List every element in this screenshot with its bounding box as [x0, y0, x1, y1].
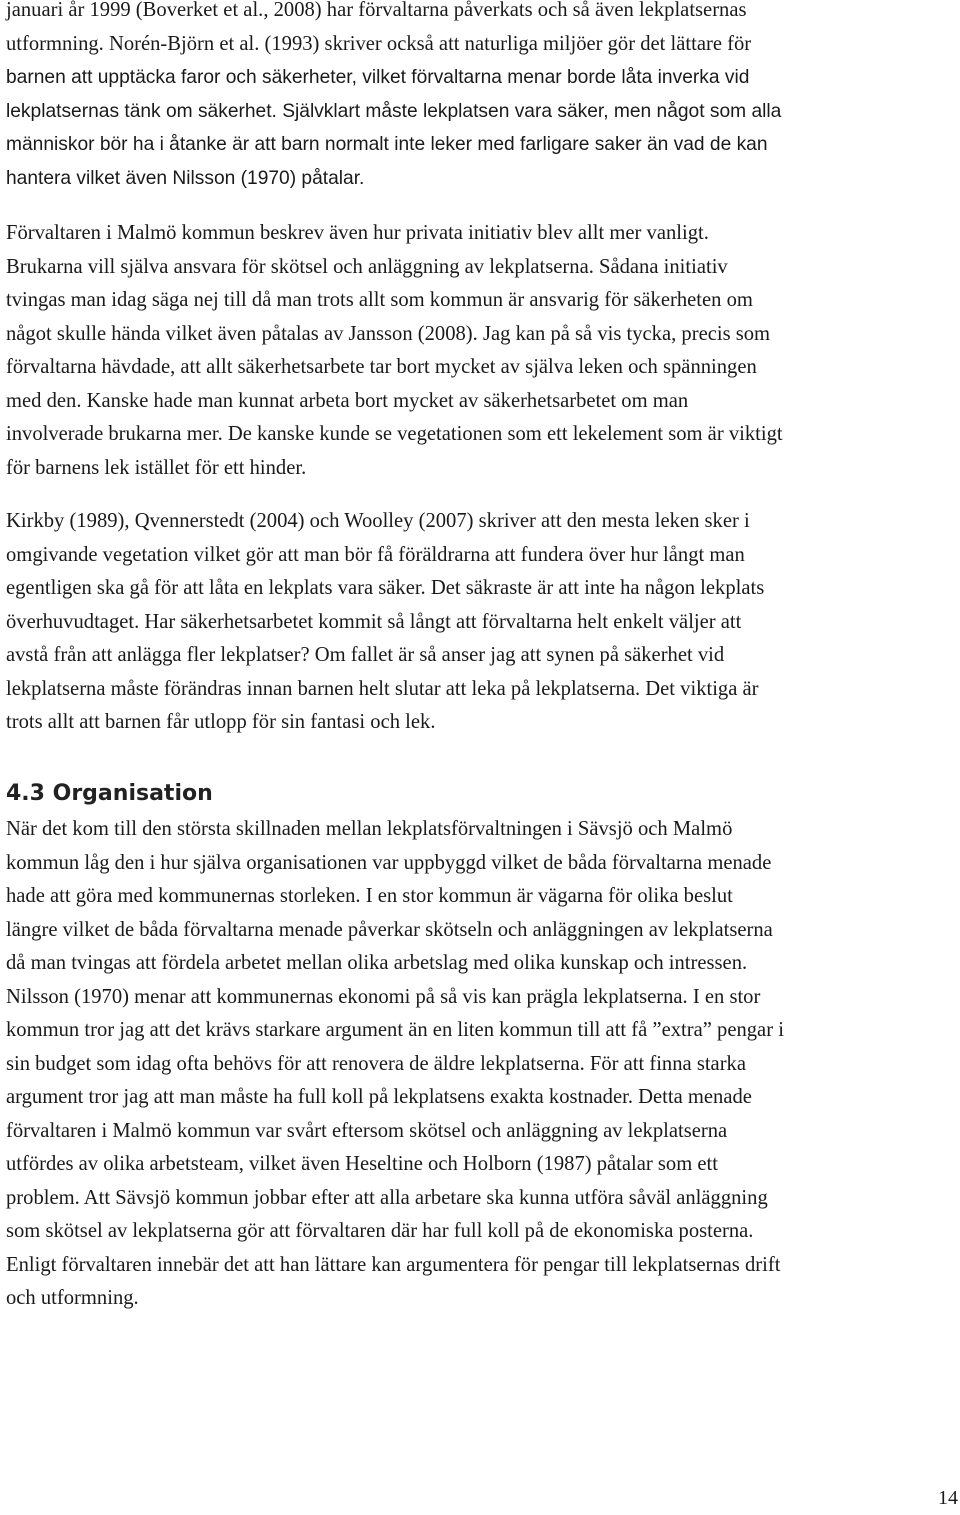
- paragraph-line: utfördes av olika arbetsteam, vilket även Heseltine och Holborn (1987) påtalar som ett: [6, 1153, 718, 1175]
- paragraph-line: då man tvingas att fördela arbetet mellan olika arbetslag med olika kunskap och intressen.: [6, 952, 748, 974]
- paragraph-line: trots allt att barnen får utlopp för sin fantasi och lek.: [6, 711, 436, 733]
- paragraph-2: [6, 217, 960, 485]
- paragraph-line: involverade brukarna mer. De kanske kunde se vegetationen som ett lekelement som är viktigt: [6, 423, 783, 445]
- paragraph-line: När det kom till den största skillnaden mellan lekplatsförvaltningen i Sävsjö och Malmö: [6, 818, 733, 840]
- paragraph-line: hade att göra med kommunernas storleken. I en stor kommun är vägarna för olika beslut: [6, 885, 733, 907]
- section-heading: 4.3 Organisation: [6, 781, 213, 806]
- paragraph-line: argument tror jag att man måste ha full koll på lekplatsens exakta kostnader. Detta menade: [6, 1086, 752, 1108]
- paragraph-line: egentligen ska gå för att låta en lekplats vara säker. Det säkraste är att inte ha någon lekplats: [6, 577, 765, 599]
- paragraph-line: med den. Kanske hade man kunnat arbeta bort mycket av säkerhetsarbetet om man: [6, 389, 689, 412]
- paragraph-line: lekplatsernas tänk om säkerhet. Självklart måste lekplatsen vara säker, men något som alla: [6, 100, 782, 122]
- paragraph-line: för barnens lek istället för ett hinder.: [6, 456, 307, 479]
- paragraph-line: Förvaltaren i Malmö kommun beskrev även hur privata initiativ blev allt mer vanligt.: [6, 222, 709, 244]
- paragraph-line: och utformning.: [6, 1287, 139, 1309]
- paragraph-line: sin budget som idag ofta behövs för att renovera de äldre lekplatserna. För att finna starka: [6, 1052, 746, 1075]
- paragraph-line: människor bör ha i åtanke är att barn normalt inte leker med farligare saker än vad de kan: [6, 134, 768, 155]
- paragraph-line: Nilsson (1970) menar att kommunernas ekonomi på så vis kan prägla lekplatserna. I en stor: [6, 985, 761, 1008]
- paragraph-line: förvaltarna hävdade, att allt säkerhetsarbete tar bort mycket av själva leken och spänningen: [6, 356, 757, 378]
- paragraph-line: utformning. Norén-Björn et al. (1993) skriver också att naturliga miljöer gör det lättare för: [6, 32, 752, 55]
- paragraph-line: lekplatserna måste förändras innan barnen helt slutar att leka på lekplatserna. Det viktiga är: [6, 677, 759, 700]
- paragraph-line: Kirkby (1989), Qvennerstedt (2004) och Woolley (2007) skriver att den mesta leken sker i: [6, 510, 750, 532]
- paragraph-line: något skulle hända vilket även påtalas av Jansson (2008). Jag kan på så vis tycka, precis som: [6, 322, 771, 345]
- paragraph-line: barnen att upptäcka faror och säkerheter, vilket förvaltarna menar borde låta inverka vid: [6, 67, 750, 88]
- paragraph-line: överhuvudtaget. Har säkerhetsarbetet kommit så långt att förvaltarna helt enkelt väljer att: [6, 610, 742, 633]
- paragraph-line: januari år 1999 (Boverket et al., 2008) har förvaltarna påverkats och så även lekplatsernas: [6, 0, 747, 21]
- paragraph-line: längre vilket de båda förvaltarna menade påverkar skötseln och anläggningen av lekplatserna: [6, 918, 773, 941]
- paragraph-4: [6, 813, 960, 1316]
- paragraph-line: kommun tror jag att det krävs starkare argument än en liten kommun till att få ”extra” pengar i: [6, 1019, 784, 1041]
- paragraph-3: [6, 505, 960, 740]
- paragraph-line: avstå från att anlägga fler lekplatser? Om fallet är så anser jag att synen på säkerhet vid: [6, 644, 725, 666]
- paragraph-line: som skötsel av lekplatserna gör att förvaltaren där har full koll på de ekonomiska posterna.: [6, 1220, 754, 1242]
- paragraph-line: omgivande vegetation vilket gör att man bör få föräldrarna att fundera över hur långt man: [6, 543, 745, 566]
- paragraph-1: [6, 0, 960, 195]
- paragraph-line: förvaltaren i Malmö kommun var svårt eftersom skötsel och anläggning av lekplatserna: [6, 1119, 728, 1142]
- paragraph-line: tvingas man idag säga nej till då man trots allt som kommun är ansvarig för säkerheten om: [6, 289, 753, 311]
- paragraph-line: Enligt förvaltaren innebär det att han lättare kan argumentera för pengar till lekplatsernas drift: [6, 1253, 781, 1276]
- paragraph-line: hantera vilket även Nilsson (1970) påtalar.: [6, 167, 365, 189]
- paragraph-line: kommun låg den i hur själva organisationen var uppbyggd vilket de båda förvaltarna menade: [6, 851, 772, 874]
- paragraph-line: problem. Att Sävsjö kommun jobbar efter att alla arbetare ska kunna utföra såväl anläggning: [6, 1186, 768, 1209]
- page-number: 14: [938, 1487, 958, 1509]
- paragraph-line: Brukarna vill själva ansvara för skötsel och anläggning av lekplatserna. Sådana initiativ: [6, 255, 728, 278]
